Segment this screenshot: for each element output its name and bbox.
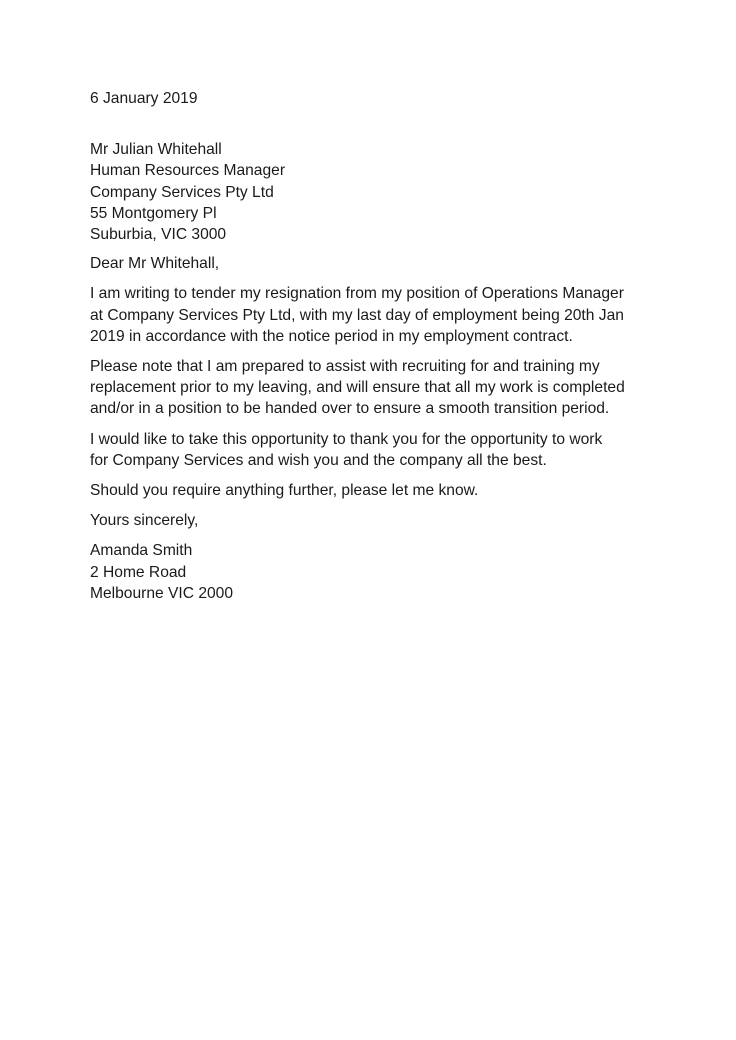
paragraph-line: at Company Services Pty Ltd, with my last day of employment being 20th Jan [90,306,624,324]
body-paragraph-resignation [90,283,670,347]
recipient-name: Mr Julian Whitehall [90,141,222,159]
paragraph-line: 2019 in accordance with the notice period in my employment contract. [90,327,573,345]
paragraph-line: I would like to take this opportunity to thank you for the opportunity to work [90,430,603,448]
sender-block [90,540,670,604]
sender-street: 2 Home Road [90,563,187,581]
resignation-letter [90,88,670,604]
paragraph-line: Should you require anything further, please let me know. [90,482,479,500]
sender-name: Amanda Smith [90,542,193,560]
recipient-title: Human Resources Manager [90,162,286,180]
sender-city: Melbourne VIC 2000 [90,584,234,602]
letter-date: 6 January 2019 [90,90,198,107]
paragraph-line: replacement prior to my leaving, and will ensure that all my work is completed [90,379,625,397]
paragraph-line: Please note that I am prepared to assist with recruiting for and training my [90,358,600,376]
recipient-city: Suburbia, VIC 3000 [90,226,227,244]
paragraph-line: I am writing to tender my resignation from my position of Operations Manager [90,285,624,303]
paragraph-line: and/or in a position to be handed over to ensure a smooth transition period. [90,400,610,418]
paragraph-line: for Company Services and wish you and the company all the best. [90,451,547,469]
salutation: Dear Mr Whitehall, [90,255,220,273]
closing: Yours sincerely, [90,512,199,530]
recipient-street: 55 Montgomery Pl [90,204,217,222]
body-paragraph-handover [90,356,670,420]
recipient-address [90,139,670,245]
body-paragraph-further [90,480,670,501]
recipient-company: Company Services Pty Ltd [90,183,274,201]
body-paragraph-thanks [90,429,670,471]
